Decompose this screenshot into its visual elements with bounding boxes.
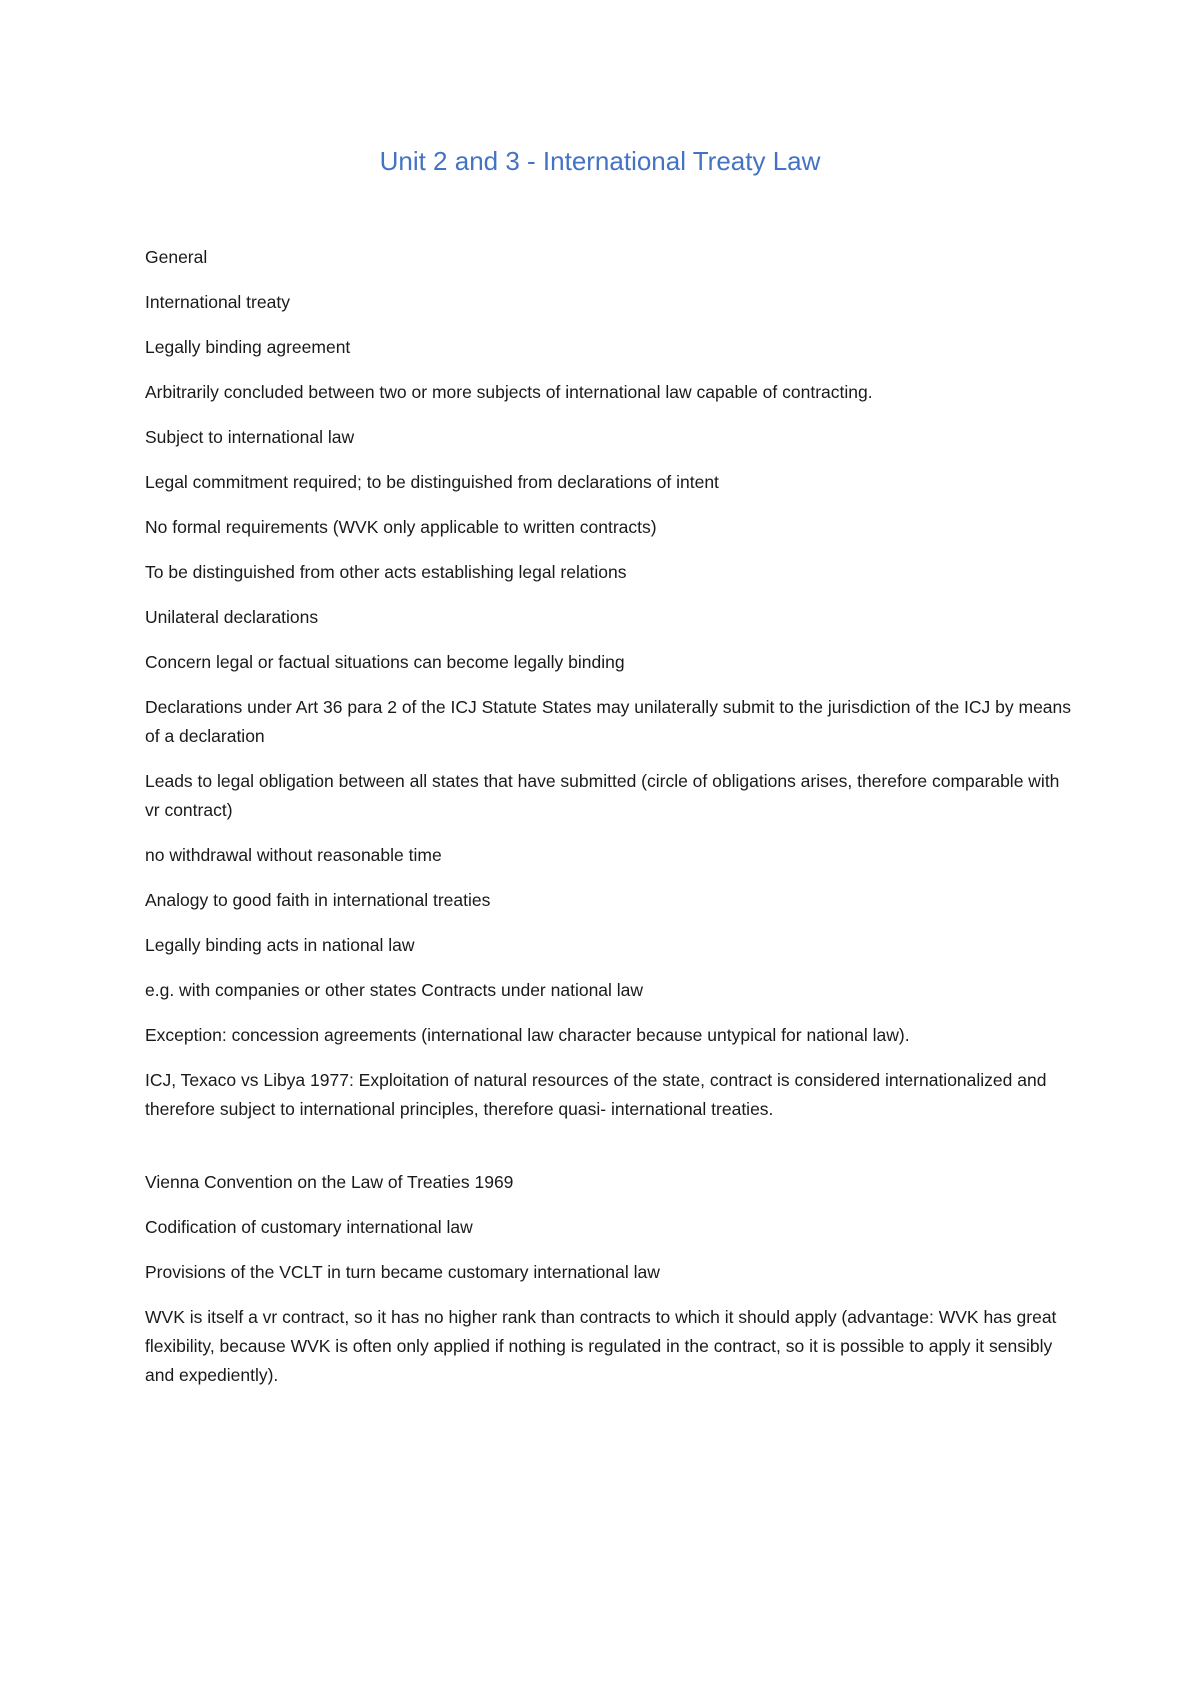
paragraph: Legally binding agreement bbox=[145, 337, 351, 357]
paragraph: No formal requirements (WVK only applicable to written contracts) bbox=[145, 517, 657, 537]
section-vienna-convention bbox=[145, 1168, 1075, 1390]
paragraph: General bbox=[145, 247, 208, 267]
document-body bbox=[145, 243, 1075, 1406]
paragraph: Codification of customary international law bbox=[145, 1217, 473, 1237]
paragraph: Unilateral declarations bbox=[145, 607, 319, 627]
paragraph: e.g. with companies or other states Contracts under national law bbox=[145, 980, 644, 1000]
paragraph: Provisions of the VCLT in turn became customary international law bbox=[145, 1262, 660, 1282]
paragraph: Concern legal or factual situations can become legally binding bbox=[145, 652, 625, 672]
paragraph: Subject to international law bbox=[145, 427, 355, 447]
document-title: Unit 2 and 3 - International Treaty Law bbox=[379, 146, 821, 176]
paragraph: Exception: concession agreements (international law character because untypical for national law). bbox=[145, 1025, 910, 1045]
paragraph: Arbitrarily concluded between two or more subjects of international law capable of contracting. bbox=[145, 382, 873, 402]
paragraph: To be distinguished from other acts establishing legal relations bbox=[145, 562, 627, 582]
paragraph: Legally binding acts in national law bbox=[145, 935, 415, 955]
section-spacer bbox=[145, 1140, 1075, 1168]
paragraph: ICJ, Texaco vs Libya 1977: Exploitation of natural resources of the state, contract is considered internationalized and therefore subject to international principles, therefore quasi- international treaties. bbox=[145, 1070, 1047, 1119]
paragraph: Declarations under Art 36 para 2 of the ICJ Statute States may unilaterally submit to the jurisdiction of the ICJ by means of a declaration bbox=[145, 697, 1072, 746]
paragraph: Legal commitment required; to be distinguished from declarations of intent bbox=[145, 472, 719, 492]
paragraph: Vienna Convention on the Law of Treaties 1969 bbox=[145, 1172, 514, 1192]
paragraph: International treaty bbox=[145, 292, 290, 312]
paragraph: no withdrawal without reasonable time bbox=[145, 845, 442, 865]
paragraph: WVK is itself a vr contract, so it has no higher rank than contracts to which it should apply (advantage: WVK has great flexibility, because WVK is often only applied if nothing is regulated in the contract, so it is possible to apply it sensibly and expediently). bbox=[145, 1307, 1057, 1385]
section-general bbox=[145, 243, 1075, 1124]
paragraph: Analogy to good faith in international treaties bbox=[145, 890, 491, 910]
paragraph: Leads to legal obligation between all states that have submitted (circle of obligations arises, therefore comparable with vr contract) bbox=[145, 771, 1060, 820]
